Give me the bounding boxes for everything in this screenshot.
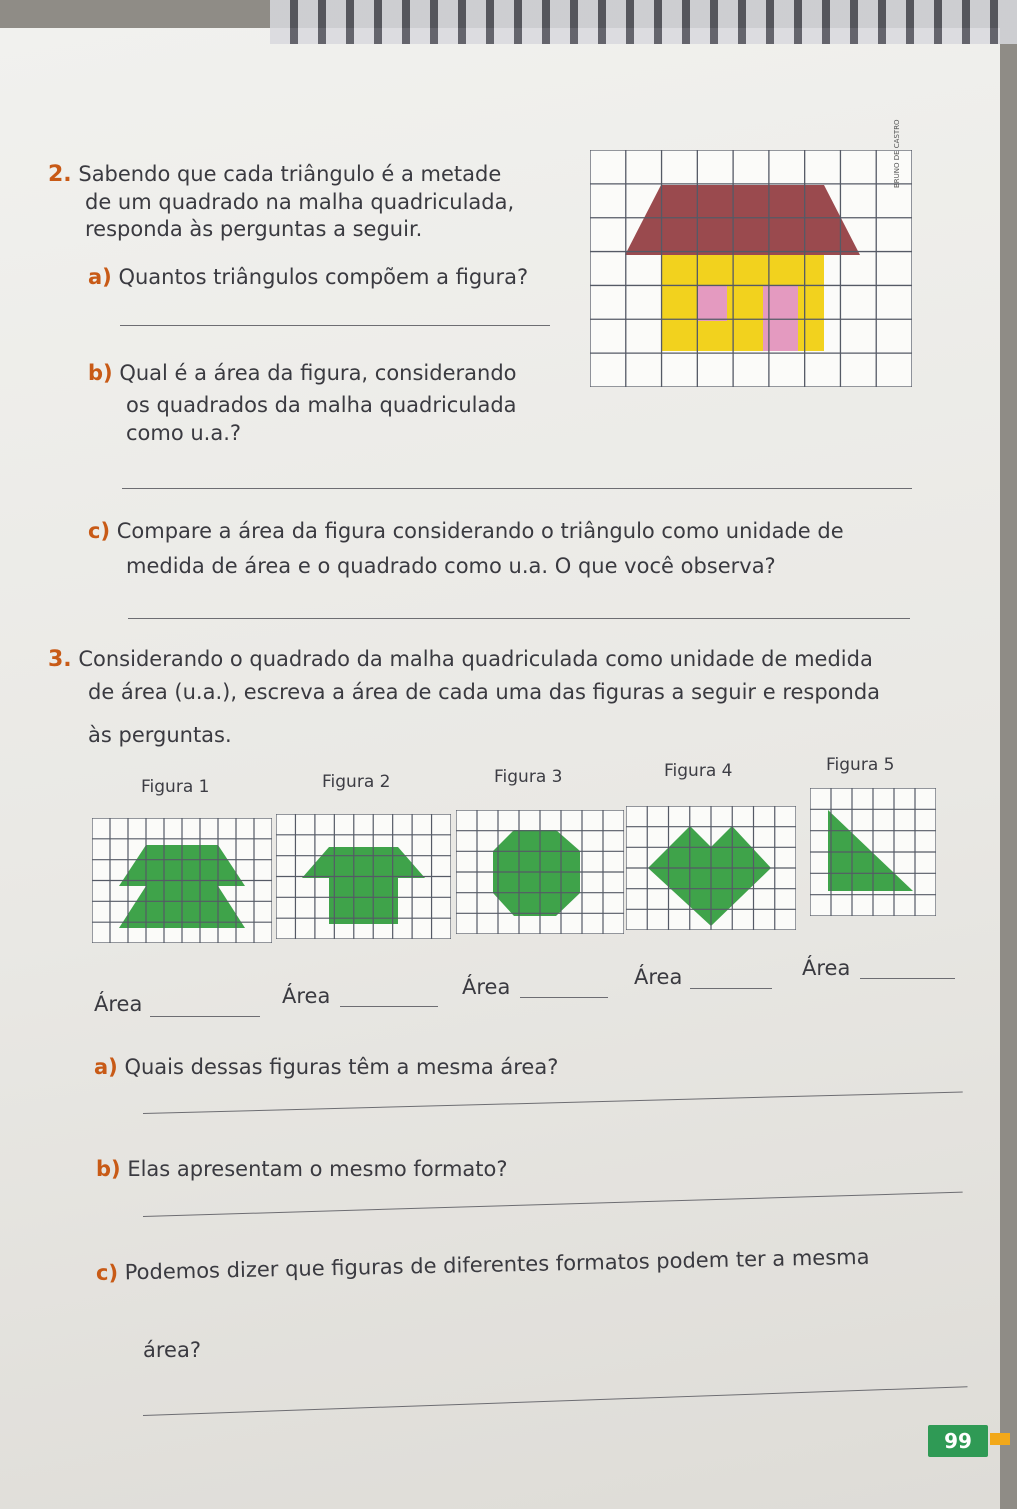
page-number-badge: 99 bbox=[928, 1425, 988, 1457]
q2-intro-line-1: 2. Sabendo que cada triângulo é a metade bbox=[48, 162, 502, 187]
q3-number: 3. bbox=[48, 647, 72, 672]
q2b-question: b) Qual é a área da figura, considerando bbox=[88, 361, 517, 385]
q2b-answer-line[interactable] bbox=[122, 488, 912, 489]
textbook-page bbox=[0, 28, 1000, 1509]
figure-1-grid bbox=[92, 818, 272, 943]
area-label-figura-2: Área bbox=[282, 984, 331, 1008]
area-label-figura-4: Área bbox=[634, 965, 683, 989]
area-answer-figura-5[interactable] bbox=[860, 978, 955, 979]
house-wall bbox=[661, 255, 824, 351]
figure-3-grid bbox=[456, 810, 624, 934]
figure-2-grid bbox=[276, 814, 451, 939]
area-answer-figura-1[interactable] bbox=[150, 1016, 260, 1017]
q2a-answer-line[interactable] bbox=[120, 325, 550, 326]
page-edge-tab bbox=[990, 1433, 1010, 1445]
house-figure bbox=[590, 150, 912, 387]
q2-number: 2. bbox=[48, 162, 72, 187]
q3c-question-line-2: área? bbox=[143, 1338, 201, 1362]
q3b-question: b) Elas apresentam o mesmo formato? bbox=[96, 1157, 508, 1181]
caption-figura-2: Figura 2 bbox=[322, 772, 391, 792]
q2c-question-line-2: medida de área e o quadrado como u.a. O que você observa? bbox=[126, 554, 776, 578]
q3c-answer-line[interactable] bbox=[143, 1386, 968, 1416]
q3a-answer-line[interactable] bbox=[143, 1092, 963, 1114]
caption-figura-5: Figura 5 bbox=[826, 755, 895, 775]
q3a-question: a) Quais dessas figuras têm a mesma área? bbox=[94, 1055, 559, 1079]
area-label-figura-5: Área bbox=[802, 956, 851, 980]
figure-4-grid bbox=[626, 806, 796, 930]
illustrator-credit: BRUNO DE CASTRO bbox=[893, 119, 901, 188]
area-label-figura-3: Área bbox=[462, 975, 511, 999]
house-roof bbox=[625, 185, 860, 255]
q3-intro-line-2: de área (u.a.), escreva a área de cada uma das figuras a seguir e responda bbox=[88, 680, 881, 704]
area-answer-figura-4[interactable] bbox=[690, 988, 772, 989]
q3-intro-line-1: 3. Considerando o quadrado da malha quadriculada como unidade de medida bbox=[48, 647, 873, 672]
q3-intro-line-3: às perguntas. bbox=[88, 723, 232, 747]
caption-figura-4: Figura 4 bbox=[664, 761, 733, 781]
q2b-question-line-3: como u.a.? bbox=[126, 421, 242, 445]
q3b-answer-line[interactable] bbox=[143, 1192, 963, 1217]
house-window-left bbox=[697, 285, 727, 321]
q2c-answer-line[interactable] bbox=[128, 618, 910, 619]
q2-intro-line-3: responda às perguntas a seguir. bbox=[85, 217, 423, 241]
caption-figura-3: Figura 3 bbox=[494, 767, 563, 787]
area-answer-figura-2[interactable] bbox=[340, 1006, 438, 1007]
q2c-question: c) Compare a área da figura considerando o triângulo como unidade de bbox=[88, 519, 844, 543]
spiral-binding bbox=[270, 0, 1017, 44]
q2a-question: a) Quantos triângulos compõem a figura? bbox=[88, 265, 529, 289]
q2b-question-line-2: os quadrados da malha quadriculada bbox=[126, 393, 517, 417]
figure-3-shape bbox=[493, 830, 580, 916]
q2-intro-line-2: de um quadrado na malha quadriculada, bbox=[85, 190, 515, 214]
caption-figura-1: Figura 1 bbox=[141, 777, 210, 797]
figure-5-grid bbox=[810, 788, 936, 916]
area-answer-figura-3[interactable] bbox=[520, 997, 608, 998]
area-label-figura-1: Área bbox=[94, 992, 143, 1016]
q3c-question: c) Podemos dizer que figuras de diferentes formatos podem ter a mesma bbox=[95, 1244, 870, 1285]
